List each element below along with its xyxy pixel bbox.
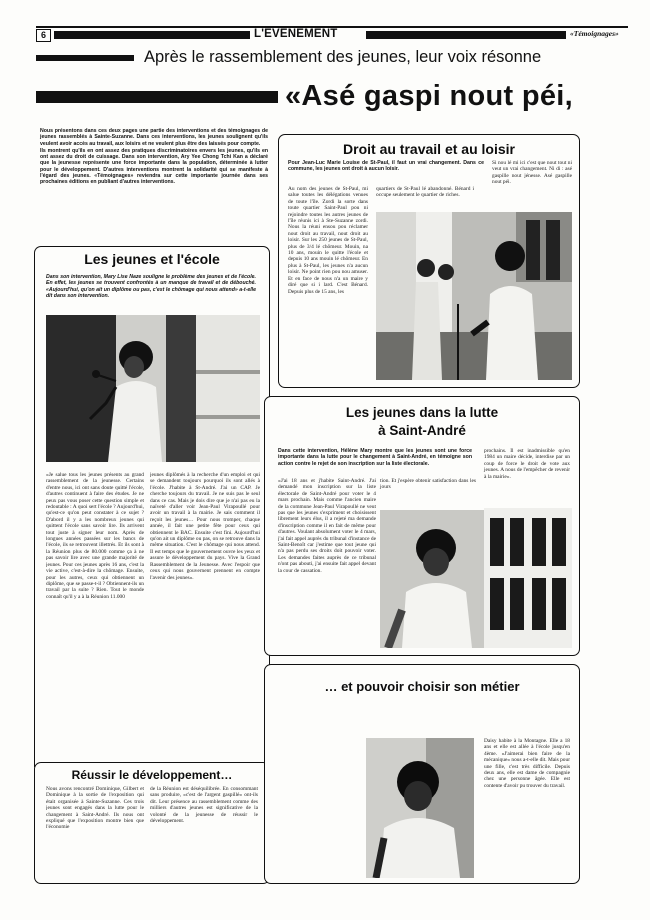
lutte-photo-building bbox=[484, 508, 572, 648]
ecole-col-2: jeunes diplômés à la recherche d'un emploi et qui se demandent toujours pourquoi ils sont allés à l'école. J'habite à St-André. J'ai un CAP. Je cherche toujours du travail. Je ne suis pas le seul dans ce cas. Mais je dois dire que je n'ai pas eu la naïveté d'aller voir Jean-Paul Virapoullé pour avoir un travail à la mairie. Je sais comment il reçoit les jeunes… Pour nous tromper, chaque année, il fait une petite fête pour ceux qui obtiennent le BAC. Ensuite c'est fini. Aujourd'hui qu'on ait un diplôme ou pas, on se retrouve dans la même situation. C'est le chômage qui nous attend. Il est temps que le gouvernement ouvre les yeux et assure le développement du pays. Vive la Grand Rassemblement de la Jeunesse. Avec l'espoir que ceux qui nous gouvernent prennent en compte l'avenir des jeunes». bbox=[150, 472, 260, 581]
droit-title: Droit au travail et au loisir bbox=[343, 141, 515, 157]
ecole-photo bbox=[46, 315, 260, 462]
developpement-col-1: Nous avons rencontré Dominique, Gilbert et Dominique à la sortie de l'exposition qui était organisée à Sainte-Suzanne. Ces trois jeunes sont engagés dans la lutte pour le changement à Saint-André. Ils nous ont expliqué que l'exposition montre bien que l'économie bbox=[46, 786, 144, 831]
metier-title: … et pouvoir choisir son métier bbox=[324, 679, 520, 694]
lutte-title-line-1: Les jeunes dans la lutte bbox=[345, 405, 499, 420]
developpement-title: Réussir le développement… bbox=[71, 768, 233, 782]
daisy-portrait-illustration bbox=[366, 738, 474, 878]
droit-photo bbox=[376, 212, 572, 380]
page-number-box: 6 bbox=[36, 29, 51, 42]
ecole-title: Les jeunes et l'école bbox=[84, 251, 220, 267]
developpement-col-2: de la Réunion est déséquilibrée. En consommant sans produire, «c'est de l'argent gaspillé» ont-ils dit. Leur présence au rassemblement comme des milliers d'autres jeunes est significative de la volonté de la jeunesse de réussir le développement. bbox=[150, 786, 258, 825]
lutte-col-1: «J'ai 18 ans et j'habite Saint-André. J'ai demandé mon inscription sur la liste électorale de Saint-André pour voter le 4 mars prochain. Mais comme l'ancien maire de la commune Jean-Paul Virapoullé ne veut pas que les jeunes s'expriment et choisissent librement leurs élus, il a rejeté ma demande d'inscription comme il en fait de même pour d'autres. Voulant absolument voter le 4 mars, j'ai fait appel auprès du tribunal d'instance de Saint-Benoît car j'estime que tout jeune qui n'a pas perdu ses droits doit pouvoir voter. Les demandes faites auprès de ce tribunal n'ont pas abouti, j'ai ensuite fait appel devant la cour de cassation. bbox=[278, 478, 376, 574]
lutte-col-2: tion. Et j'espère obtenir satisfaction dans les jours bbox=[380, 478, 476, 491]
intro-paragraph-1: Nous présentons dans ces deux pages une partie des interventions et des témoignages de jeunes rassemblés à Sainte-Suzanne. Dans ces interventions, les jeunes soulignent qu'ils veulent avoir accès au travail, aux loisirs et ne veulent plus être des laissés pour compte. bbox=[40, 128, 268, 147]
header-bar-right bbox=[366, 31, 566, 39]
droit-col-1: Au nom des jeunes de St-Paul, mi salue toutes les délégations venues de toute l'île. Zordi la sorte dans toute quartier Saint-Paul pou ni rejoindre toutes les autres jeunes de l'île réunis ici à Ste-Suzanne zordi. Nous la réuni ensou pou réclamer nout droit au travail, nout droit au loisir. Sur les 250 jeunes de St-Paul, plus de 3/4 lé chômeur. Mouin, na 10 ans, mouin le quitte l'école et depuis 10 ans mouin lé chômeur. En plus à St-Paul, les jeunes n'a aucun loisir. Ne point rien pou nou amuser. Et en face de nous n'a un maire y diré que si i lard. C'est Bénard. Depuis plus de 15 ans, les bbox=[288, 186, 368, 295]
section-label: L'ÉVÉNEMENT bbox=[254, 28, 338, 40]
header-bar-left bbox=[54, 31, 250, 39]
kicker: Après le rassemblement des jeunes, leur voix résonne bbox=[144, 48, 542, 66]
window-shutters-illustration bbox=[484, 508, 572, 648]
intro-text bbox=[40, 128, 268, 186]
droit-lead-right: Si nou lé mi ici c'est que nout tout ni veut un vrai changement. Ni di : asé gaspille nout jénesse. Asé gaspille nout péi. bbox=[492, 160, 572, 186]
podium-crowd-illustration bbox=[376, 212, 572, 380]
publication-name: «Témoignages» bbox=[570, 29, 619, 38]
droit-col-2: quartiers de St-Paul lé abandonné. Bénard i occupe seulement le quartier de riches. bbox=[376, 186, 474, 199]
metier-photo bbox=[366, 738, 474, 878]
speaker-microphone-illustration bbox=[46, 315, 260, 462]
lutte-col-3: prochains. Il est inadmissible qu'en 1984 un maire décide, interdise par un coup de force le droit de vote aux jeunes. A nous de l'empêcher de revenir à la mairie». bbox=[484, 448, 570, 480]
lutte-photo-portrait bbox=[380, 510, 484, 648]
headline-bar bbox=[36, 91, 278, 103]
droit-lead: Pour Jean-Luc Marie Louise de St-Paul, il faut un vrai changement. Dans ce commune, les jeunes ont droit à aucun loisir. bbox=[288, 160, 484, 173]
intro-paragraph-2: Ils montrent qu'ils en ont assez des pratiques discriminatoires envers les jeunes, qu'ils en ont assez du droit de cuissage. Dans son intervention, Ary Yee Chong Tchi Kan a déclaré que la jeunesse représente une force importante dans la population, déterminée à lutter pour le développement. D'autres interventions montrent la solidarité qui se manifeste à l'égard des jeunes. «Témoignages» reviendra sur cette importante journée dans ses prochaines éditions en publiant d'autres interventions. bbox=[40, 147, 268, 186]
headline: «Asé gaspi nout péi, bbox=[285, 80, 573, 112]
ecole-lead: Dans son intervention, Mary Lise Naze souligne le problème des jeunes et de l'école. En effet, les jeunes se trouvent confrontés à un manque de travail et de débouché. «Aujourd'hui, qu'on ait un diplôme ou pas, c'est le chômage qui nous attend» a-t-elle dit dans son intervention. bbox=[46, 274, 256, 299]
young-woman-portrait-illustration bbox=[380, 510, 484, 648]
metier-text: Daisy habite à la Montagne. Elle a 18 ans et elle est allée à l'école jusqu'en 4ème. «J'aimerai bien faire de la mécanique» nous a-t-elle dit. Mais pour une fille, c'est très difficile. Depuis deux ans, elle est dame de compagnie chez une personne âgée. Elle est contente d'avoir pu trouver du travail. bbox=[484, 738, 570, 789]
lutte-title-line-2: à Saint-André bbox=[378, 423, 466, 438]
lutte-lead: Dans cette intervention, Hélène Mary montre que les jeunes sont une force importante dans la lutte pour le changement à Saint-André, en témoigne son action contre le rejet de son inscription sur la liste électorale. bbox=[278, 448, 472, 467]
kicker-bar bbox=[36, 55, 134, 61]
ecole-col-1: «Je salue tous les jeunes présents au grand rassemblement de la jeunesse. Certains d'entre nous, ici ont sans doute quitté l'école, d'autres continuent à faire des études. Je ne peux pas vous poser cette question simple et redoutable : A quoi sert l'école ? Aujourd'hui, qu'est-ce qu'on peut constater à ce sujet ? D'abord il y a les nombreux jeunes qui quittent l'école sans savoir lire. Ils arrivent tout juste à signer leur nom. Après de longues années passées sur les bancs de l'école, ils se retrouvent illettrés. Et ils sont à la Réunion plus de 80.000 comme ça à ne pas savoir lire avec une grande majorité de jeunes. Pour ces jeunes après 16 ans, c'est la vie active, c'est-à-dire la chômage. Ensuite, pour les autres, ceux qui obtiennent un diplôme, que se passe-t-il ? Obtiennent-ils un travail par la suite ? Rien. Tout le monde connaît qu'il y a à la Réunion 11.000 bbox=[46, 472, 144, 600]
